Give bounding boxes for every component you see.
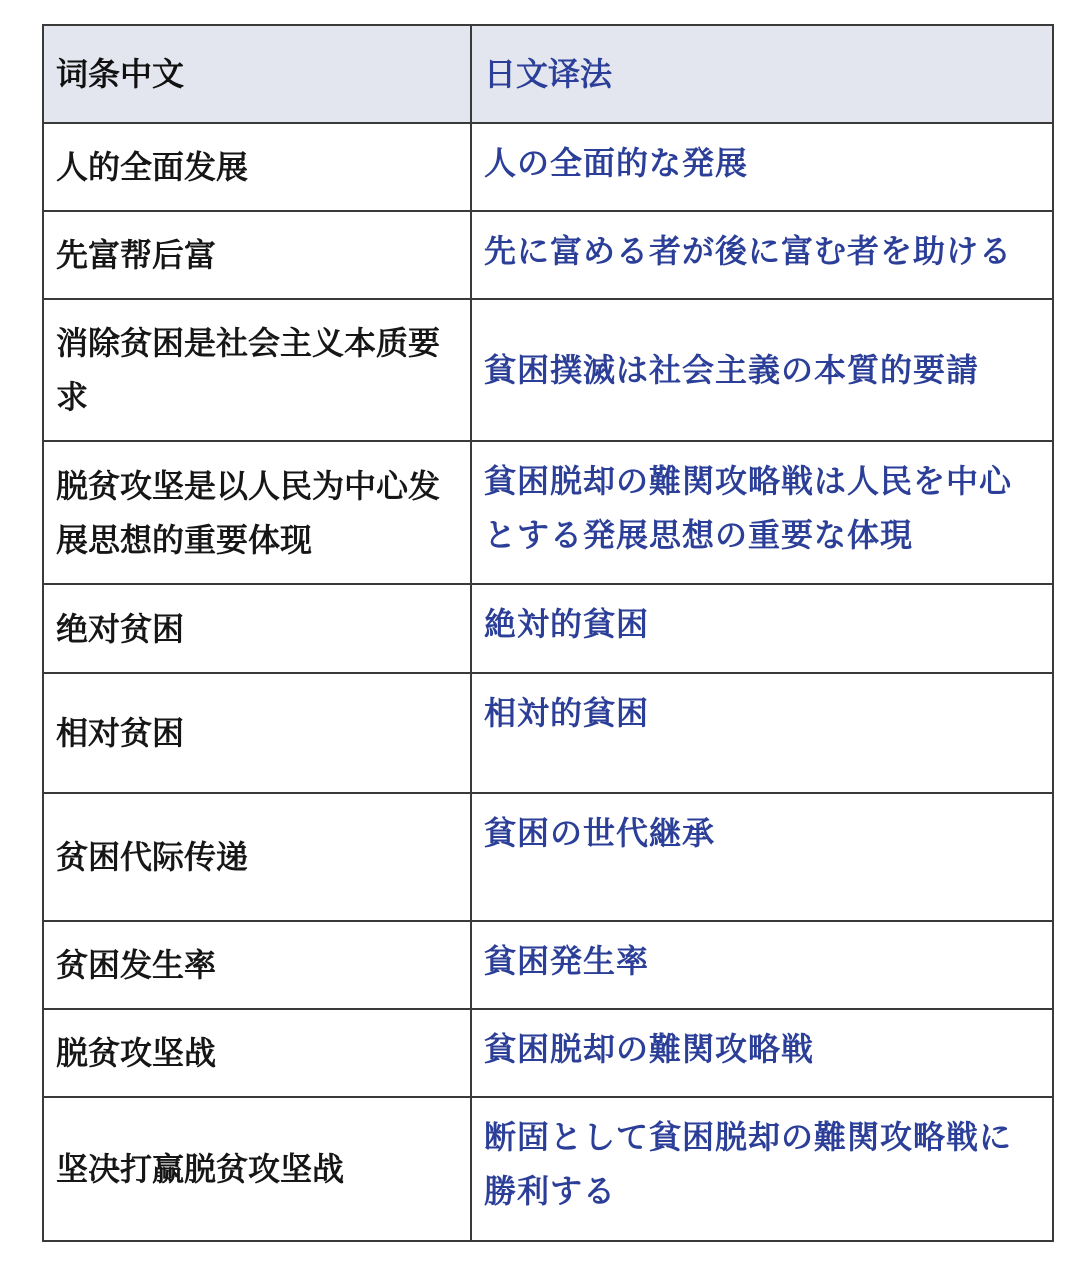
table-row <box>43 793 1053 921</box>
table-row <box>43 299 1053 441</box>
table-row <box>43 441 1053 584</box>
japanese-translation: 貧困撲滅は社会主義の本質的要請 <box>471 299 1053 441</box>
chinese-term: 绝对贫困 <box>43 584 471 673</box>
chinese-term: 相对贫困 <box>43 673 471 793</box>
japanese-translation: 貧困脱却の難関攻略戦は人民を中心とする発展思想の重要な体現 <box>471 441 1053 584</box>
japanese-translation: 人の全面的な発展 <box>471 123 1053 211</box>
header-row <box>43 25 1053 123</box>
table-row <box>43 211 1053 299</box>
table-row <box>43 673 1053 793</box>
chinese-term: 人的全面发展 <box>43 123 471 211</box>
japanese-translation: 貧困脱却の難関攻略戦 <box>471 1009 1053 1097</box>
table-row <box>43 1097 1053 1241</box>
chinese-term: 消除贫困是社会主义本质要求 <box>43 299 471 441</box>
japanese-translation: 貧困の世代継承 <box>471 793 1053 921</box>
table-body <box>43 123 1053 1241</box>
table-row <box>43 123 1053 211</box>
table-row <box>43 921 1053 1009</box>
glossary-table <box>42 24 1054 1242</box>
chinese-term: 先富帮后富 <box>43 211 471 299</box>
column-header-chinese: 词条中文 <box>43 25 471 123</box>
chinese-term: 贫困发生率 <box>43 921 471 1009</box>
chinese-term: 坚决打赢脱贫攻坚战 <box>43 1097 471 1241</box>
table-row <box>43 584 1053 673</box>
chinese-term: 脱贫攻坚战 <box>43 1009 471 1097</box>
chinese-term: 脱贫攻坚是以人民为中心发展思想的重要体现 <box>43 441 471 584</box>
japanese-translation: 断固として貧困脱却の難関攻略戦に勝利する <box>471 1097 1053 1241</box>
japanese-translation: 先に富める者が後に富む者を助ける <box>471 211 1053 299</box>
japanese-translation: 貧困発生率 <box>471 921 1053 1009</box>
japanese-translation: 絶対的貧困 <box>471 584 1053 673</box>
chinese-term: 贫困代际传递 <box>43 793 471 921</box>
table-row <box>43 1009 1053 1097</box>
column-header-japanese: 日文译法 <box>471 25 1053 123</box>
japanese-translation: 相対的貧困 <box>471 673 1053 793</box>
table-header <box>43 25 1053 123</box>
